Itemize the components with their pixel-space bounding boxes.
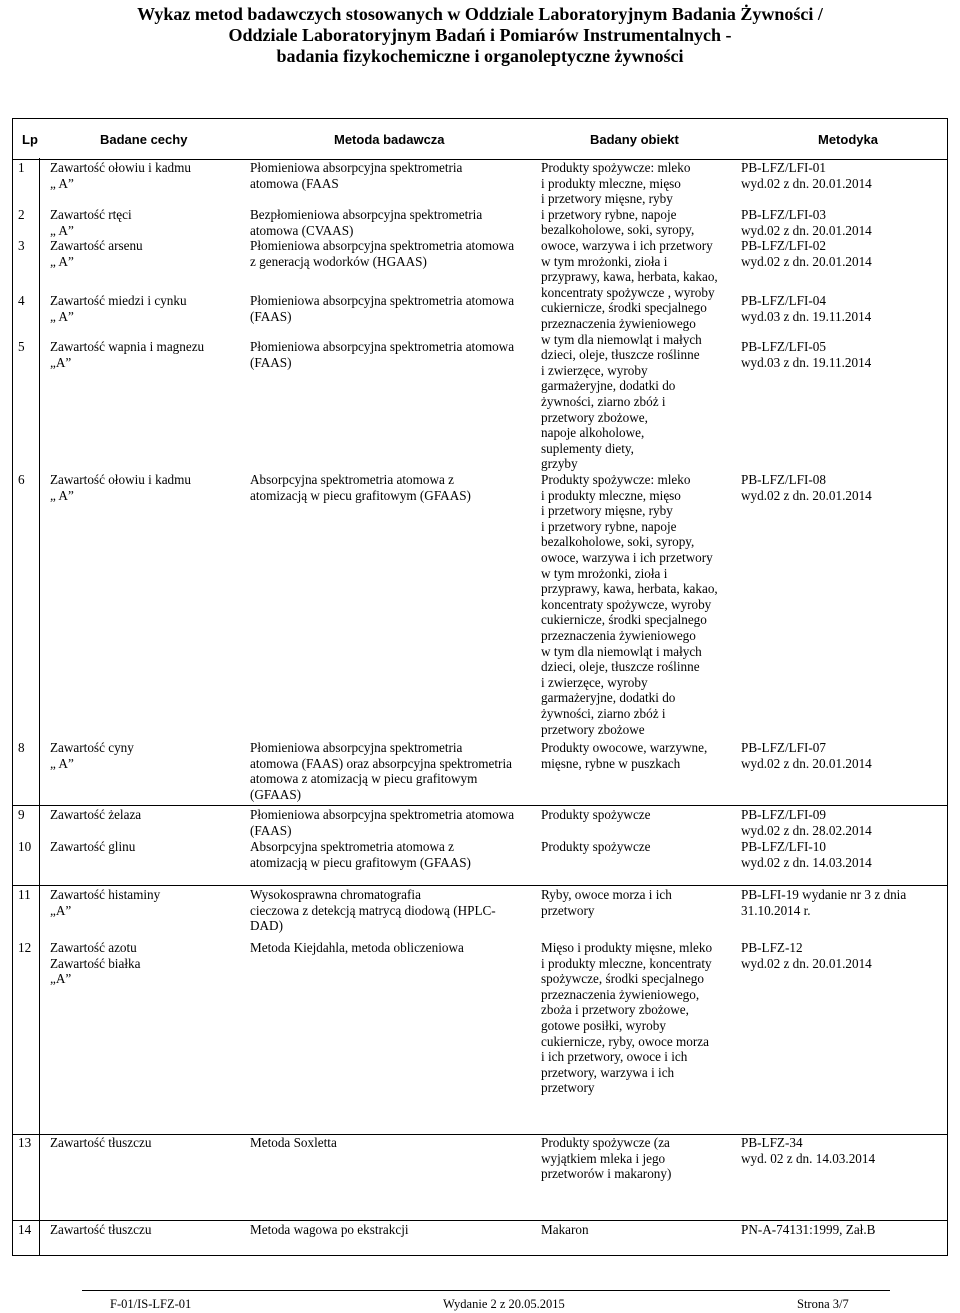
row-metodyka: wyd.02 z dn. 20.01.2014 bbox=[741, 955, 872, 971]
row-badany-obiekt: przetwory bbox=[541, 1080, 595, 1096]
row-lp: 13 bbox=[18, 1135, 32, 1150]
row-metodyka: wyd. 02 z dn. 14.03.2014 bbox=[741, 1150, 876, 1166]
header-lp: Lp bbox=[22, 132, 38, 147]
row-lp: 1 bbox=[18, 160, 25, 175]
row-badany-obiekt: Produkty spożywcze (za bbox=[541, 1135, 670, 1150]
row-badana-cecha: Zawartość ołowiu i kadmu bbox=[50, 160, 191, 175]
row-metodyka: wyd.03 z dn. 19.11.2014 bbox=[741, 308, 872, 324]
row-metoda: (FAAS) bbox=[250, 354, 292, 370]
row-lp: 12 bbox=[18, 940, 32, 955]
row-badana-cecha: Zawartość wapnia i magnezu bbox=[50, 339, 205, 354]
table-column-rule bbox=[12, 885, 13, 1255]
row-metoda: Płomieniowa absorpcyjna spektrometria atomowa bbox=[250, 293, 515, 308]
row-badana-cecha: „A” bbox=[50, 354, 72, 370]
row-metodyka: wyd.03 z dn. 19.11.2014 bbox=[741, 354, 872, 370]
row-badany-obiekt: i zwierzęce, wyroby bbox=[541, 674, 648, 690]
row-badana-cecha: Zawartość cyny bbox=[50, 740, 134, 755]
row-badany-obiekt: i przetwory mięsne, ryby bbox=[541, 191, 673, 207]
row-metoda: Płomieniowa absorpcyjna spektrometria bbox=[250, 160, 463, 175]
row-lp: 3 bbox=[18, 238, 25, 253]
row-badany-obiekt: i zwierzęce, wyroby bbox=[541, 362, 648, 378]
row-metodyka: PB-LFZ-12 bbox=[741, 940, 803, 955]
row-badany-obiekt: wyjątkiem mleka i jego bbox=[541, 1150, 666, 1166]
row-badany-obiekt: przetworów i makarony) bbox=[541, 1166, 672, 1182]
row-badany-obiekt: w tym dla niemowląt i małych bbox=[541, 643, 702, 659]
row-metodyka: wyd.02 z dn. 20.01.2014 bbox=[741, 222, 872, 238]
row-badana-cecha: „A” bbox=[50, 971, 72, 987]
row-badana-cecha: Zawartość glinu bbox=[50, 839, 136, 854]
row-badany-obiekt: dzieci, oleje, tłuszcze roślinne bbox=[541, 347, 700, 363]
row-metoda: (FAAS) bbox=[250, 308, 292, 324]
row-badany-obiekt: w tym dla niemowląt i małych bbox=[541, 331, 702, 347]
row-badana-cecha: Zawartość miedzi i cynku bbox=[50, 293, 187, 308]
row-badana-cecha: „ A” bbox=[50, 253, 74, 269]
row-metoda: Metoda wagowa po ekstrakcji bbox=[250, 1222, 409, 1237]
row-badany-obiekt: owoce, warzywa i ich przetwory bbox=[541, 550, 713, 565]
row-metoda: atomowa (CVAAS) bbox=[250, 222, 354, 238]
row-metoda: atomowa z atomizacją w piecu grafitowym bbox=[250, 771, 478, 787]
row-badana-cecha: Zawartość azotu bbox=[50, 940, 137, 955]
document-title bbox=[0, 4, 960, 67]
row-badany-obiekt: bezalkoholowe, soki, syropy, bbox=[541, 534, 695, 550]
row-badany-obiekt: grzyby bbox=[541, 456, 578, 472]
row-badany-obiekt: koncentraty spożywcze, wyroby bbox=[541, 596, 712, 612]
title-line-1: Wykaz metod badawczych stosowanych w Oddziale Laboratoryjnym Badania Żywności / bbox=[137, 4, 823, 24]
row-metodyka: wyd.02 z dn. 20.01.2014 bbox=[741, 755, 872, 771]
title-line-3: badania fizykochemiczne i organoleptyczne żywności bbox=[276, 46, 684, 66]
row-badany-obiekt: żywności, ziarno zbóż i bbox=[541, 394, 666, 409]
footer-edition: Wydanie 2 z 20.05.2015 bbox=[443, 1297, 565, 1311]
header-metodyka: Metodyka bbox=[818, 132, 878, 147]
table-rule bbox=[12, 1255, 948, 1256]
row-metodyka: PB-LFZ/LFI-04 bbox=[741, 293, 826, 308]
row-metoda: atomizacją w piecu grafitowym (GFAAS) bbox=[250, 854, 471, 870]
row-metodyka: PB-LFZ-34 bbox=[741, 1135, 803, 1150]
row-badany-obiekt: garmażeryjne, dodatki do bbox=[541, 378, 676, 394]
table-column-rule bbox=[947, 118, 948, 885]
table-rule bbox=[12, 805, 948, 806]
row-badany-obiekt: i produkty mleczne, mięso bbox=[541, 175, 681, 191]
title-line-2: Oddziale Laboratoryjnym Badań i Pomiarów Instrumentalnych - bbox=[228, 25, 732, 45]
row-metoda: Absorpcyjna spektrometria atomowa z bbox=[250, 839, 454, 854]
row-badana-cecha: „ A” bbox=[50, 755, 74, 771]
row-metoda: (FAAS) bbox=[250, 822, 292, 838]
row-metoda: atomowa (FAAS) oraz absorpcyjna spektrometria bbox=[250, 755, 512, 771]
row-badany-obiekt: w tym mrożonki, zioła i bbox=[541, 565, 668, 581]
row-metodyka: wyd.02 z dn. 14.03.2014 bbox=[741, 854, 872, 870]
row-metodyka: wyd.02 z dn. 20.01.2014 bbox=[741, 175, 872, 191]
row-metoda: cieczowa z detekcją matrycą diodową (HPLC- bbox=[250, 902, 496, 918]
row-metoda: Bezpłomieniowa absorpcyjna spektrometria bbox=[250, 207, 483, 222]
row-metoda: Płomieniowa absorpcyjna spektrometria atomowa bbox=[250, 339, 515, 354]
row-badany-obiekt: Makaron bbox=[541, 1222, 589, 1237]
footer-code: F-01/IS-LFZ-01 bbox=[110, 1297, 192, 1311]
table-column-rule bbox=[12, 118, 13, 885]
row-metodyka: PB-LFZ/LFI-10 bbox=[741, 839, 826, 854]
row-badany-obiekt: Produkty owocowe, warzywne, bbox=[541, 740, 708, 755]
row-badany-obiekt: cukiernicze, środki specjalnego bbox=[541, 612, 707, 628]
row-badana-cecha: „A” bbox=[50, 902, 72, 918]
table-column-rule bbox=[39, 885, 40, 1255]
row-badany-obiekt: i przetwory rybne, napoje bbox=[541, 518, 677, 534]
row-badany-obiekt: przetwory zbożowe, bbox=[541, 409, 648, 425]
row-lp: 9 bbox=[18, 807, 25, 822]
row-badany-obiekt: przeznaczenia żywieniowego, bbox=[541, 986, 700, 1002]
row-badany-obiekt: i produkty mleczne, mięso bbox=[541, 487, 681, 503]
row-metodyka: PB-LFZ/LFI-05 bbox=[741, 339, 826, 354]
row-lp: 10 bbox=[18, 839, 32, 854]
row-badany-obiekt: przyprawy, kawa, herbata, kakao, bbox=[541, 269, 718, 285]
row-metoda: atomowa (FAAS bbox=[250, 175, 339, 191]
table-column-rule bbox=[947, 885, 948, 1255]
row-badany-obiekt: owoce, warzywa i ich przetwory bbox=[541, 238, 713, 253]
header-obiekt: Badany obiekt bbox=[590, 132, 679, 147]
row-metodyka: wyd.02 z dn. 20.01.2014 bbox=[741, 487, 872, 503]
row-metodyka: PB-LFZ/LFI-01 bbox=[741, 160, 826, 175]
row-badana-cecha: „ A” bbox=[50, 175, 74, 191]
row-metodyka: PB-LFZ/LFI-02 bbox=[741, 238, 826, 253]
row-metodyka: PB-LFI-19 wydanie nr 3 z dnia bbox=[741, 887, 907, 902]
row-badana-cecha: „ A” bbox=[50, 308, 74, 324]
row-lp: 2 bbox=[18, 207, 25, 222]
row-badany-obiekt: i przetwory mięsne, ryby bbox=[541, 503, 673, 519]
row-metoda: Płomieniowa absorpcyjna spektrometria bbox=[250, 740, 463, 755]
row-metoda: Wysokosprawna chromatografia bbox=[250, 887, 421, 902]
row-badany-obiekt: przeznaczenia żywieniowego bbox=[541, 628, 696, 643]
row-metodyka: wyd.02 z dn. 20.01.2014 bbox=[741, 253, 872, 269]
header-badane-cechy: Badane cechy bbox=[100, 132, 188, 147]
row-badany-obiekt: garmażeryjne, dodatki do bbox=[541, 690, 676, 706]
row-lp: 6 bbox=[18, 472, 25, 487]
row-metodyka: PB-LFZ/LFI-09 bbox=[741, 807, 826, 822]
row-metoda: Absorpcyjna spektrometria atomowa z bbox=[250, 472, 454, 487]
row-badana-cecha: Zawartość rtęci bbox=[50, 207, 132, 222]
row-badany-obiekt: przyprawy, kawa, herbata, kakao, bbox=[541, 581, 718, 597]
row-badany-obiekt: przetwory, warzywa i ich bbox=[541, 1064, 675, 1080]
row-badana-cecha: Zawartość histaminy bbox=[50, 887, 161, 902]
footer-page: Strona 3/7 bbox=[797, 1297, 849, 1311]
row-metoda: Płomieniowa absorpcyjna spektrometria atomowa bbox=[250, 807, 515, 822]
row-metodyka: wyd.02 z dn. 28.02.2014 bbox=[741, 822, 872, 838]
row-badany-obiekt: suplementy diety, bbox=[541, 440, 634, 456]
row-badany-obiekt: Ryby, owoce morza i ich bbox=[541, 887, 672, 902]
row-metoda: Metoda Kiejdahla, metoda obliczeniowa bbox=[250, 940, 464, 955]
table-column-rule bbox=[39, 158, 40, 885]
row-metoda: (GFAAS) bbox=[250, 786, 302, 802]
row-lp: 5 bbox=[18, 339, 25, 354]
table-rule bbox=[12, 1220, 948, 1221]
row-badany-obiekt: napoje alkoholowe, bbox=[541, 425, 645, 441]
row-metodyka: PB-LFZ/LFI-03 bbox=[741, 207, 826, 222]
row-badany-obiekt: w tym mrożonki, zioła i bbox=[541, 253, 668, 269]
row-badany-obiekt: i przetwory rybne, napoje bbox=[541, 206, 677, 222]
row-lp: 11 bbox=[18, 887, 31, 902]
row-lp: 8 bbox=[18, 740, 25, 755]
footer-rule bbox=[82, 1290, 890, 1291]
row-badana-cecha: Zawartość białka bbox=[50, 955, 141, 971]
row-metoda: Płomieniowa absorpcyjna spektrometria atomowa bbox=[250, 238, 515, 253]
row-metodyka: PN-A-74131:1999, Zał.B bbox=[741, 1222, 876, 1237]
table-rule bbox=[12, 885, 948, 886]
row-badana-cecha: Zawartość arsenu bbox=[50, 238, 143, 253]
row-badany-obiekt: i ich przetwory, owoce i ich bbox=[541, 1049, 688, 1065]
row-metoda: Metoda Soxletta bbox=[250, 1135, 337, 1150]
row-badany-obiekt: zboża i przetwory zbożowe, bbox=[541, 1002, 689, 1018]
row-metoda: DAD) bbox=[250, 918, 283, 934]
row-badana-cecha: „ A” bbox=[50, 487, 74, 503]
row-metodyka: PB-LFZ/LFI-08 bbox=[741, 472, 826, 487]
row-lp: 4 bbox=[18, 293, 25, 308]
table-header bbox=[12, 118, 948, 160]
row-badany-obiekt: Produkty spożywcze: mleko bbox=[541, 472, 691, 487]
row-badany-obiekt: przetwory zbożowe bbox=[541, 721, 645, 737]
row-badana-cecha: Zawartość ołowiu i kadmu bbox=[50, 472, 191, 487]
row-badany-obiekt: bezalkoholowe, soki, syropy, bbox=[541, 222, 695, 238]
row-badany-obiekt: żywności, ziarno zbóż i bbox=[541, 706, 666, 721]
row-badany-obiekt: mięsne, rybne w puszkach bbox=[541, 755, 681, 771]
row-badany-obiekt: Produkty spożywcze bbox=[541, 807, 651, 822]
header-metoda: Metoda badawcza bbox=[334, 132, 445, 147]
row-badany-obiekt: cukiernicze, ryby, owoce morza bbox=[541, 1033, 709, 1049]
row-metoda: atomizacją w piecu grafitowym (GFAAS) bbox=[250, 487, 471, 503]
row-badany-obiekt: spożywcze, środki specjalnego bbox=[541, 971, 704, 987]
row-badany-obiekt: gotowe posiłki, wyroby bbox=[541, 1018, 666, 1033]
row-badany-obiekt: przetwory bbox=[541, 902, 595, 918]
row-badana-cecha: Zawartość tłuszczu bbox=[50, 1222, 152, 1237]
row-badana-cecha: Zawartość tłuszczu bbox=[50, 1135, 152, 1150]
row-badana-cecha: „ A” bbox=[50, 222, 74, 238]
row-metodyka: 31.10.2014 r. bbox=[741, 902, 811, 918]
row-badany-obiekt: koncentraty spożywcze , wyroby bbox=[541, 284, 715, 300]
row-badany-obiekt: Mięso i produkty mięsne, mleko bbox=[541, 940, 713, 955]
row-lp: 14 bbox=[18, 1222, 32, 1237]
row-badany-obiekt: cukiernicze, środki specjalnego bbox=[541, 300, 707, 316]
row-metodyka: PB-LFZ/LFI-07 bbox=[741, 740, 826, 755]
table-rule bbox=[12, 1134, 948, 1135]
row-badany-obiekt: dzieci, oleje, tłuszcze roślinne bbox=[541, 659, 700, 675]
row-badany-obiekt: Produkty spożywcze bbox=[541, 839, 651, 854]
row-badany-obiekt: przeznaczenia żywieniowego bbox=[541, 316, 696, 331]
row-badana-cecha: Zawartość żelaza bbox=[50, 807, 142, 822]
row-badany-obiekt: i produkty mleczne, koncentraty bbox=[541, 955, 712, 971]
row-metoda: z generacją wodorków (HGAAS) bbox=[250, 253, 427, 269]
row-badany-obiekt: Produkty spożywcze: mleko bbox=[541, 160, 691, 175]
